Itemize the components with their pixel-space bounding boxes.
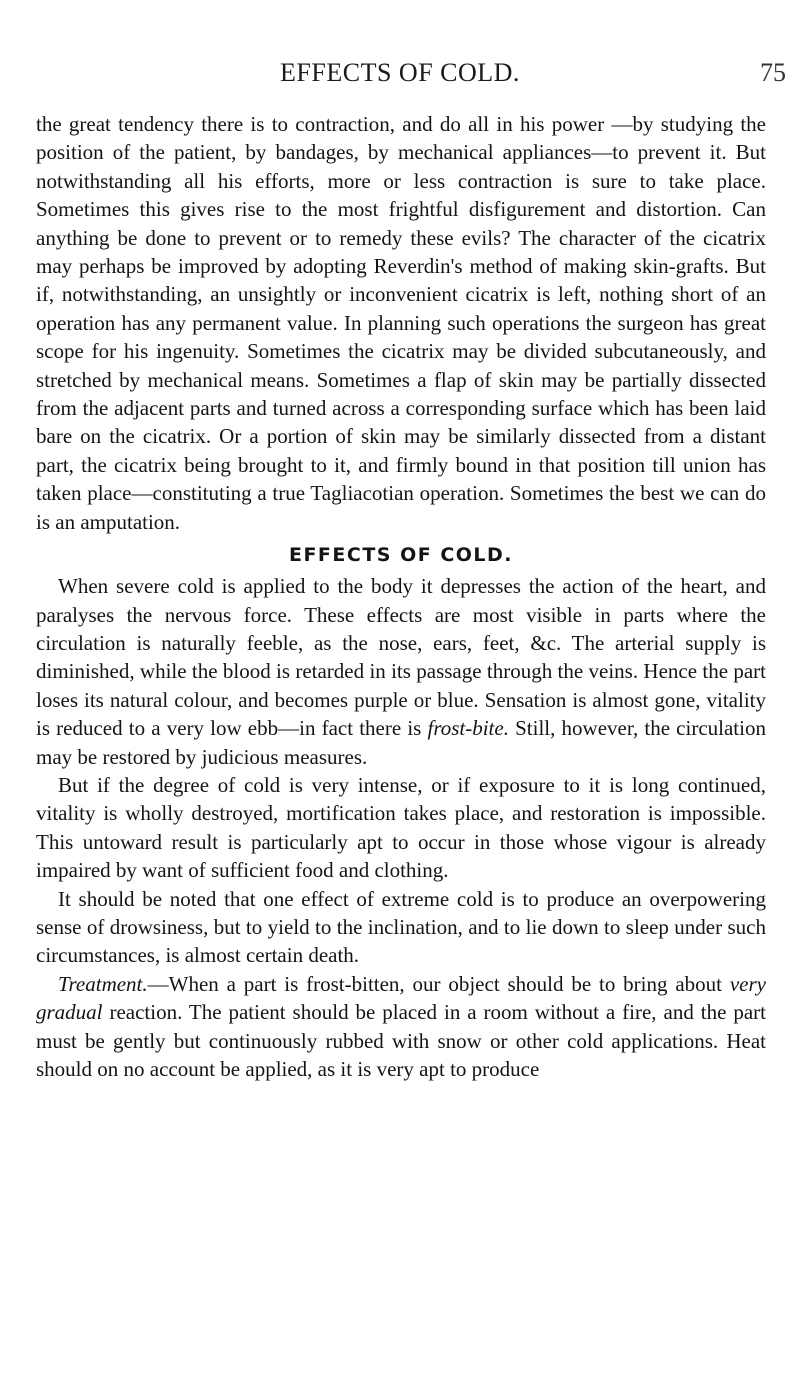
italic-term: very gradual [36, 971, 766, 1025]
treatment-label: Treatment. [58, 971, 148, 996]
page-number: 75 [760, 58, 786, 87]
continuation-paragraph: the great tendency there is to contraction, and do all in his power —by studying the position of the patient, by bandages, by mechanical appliances—to prevent it. But notwithstanding all his efforts, more or less contraction is sure to take place. Sometimes this gives rise to the most frightful disfigurement and distortion. Can anything be done to prevent or to remedy these evils? The character of the cicatrix may perhaps be improved by adopting Reverdin's method of making skin-grafts. But if, notwithstanding, an unsightly or inconvenient cicatrix is left, nothing short of an operation has any permanent value. In planning such operations the surgeon has great scope for his ingenuity. Sometimes the cicatrix may be divided subcutaneously, and stretched by mechanical means. Sometimes a flap of skin may be partially dissected from the adjacent parts and turned across a corresponding surface which has been laid bare on the cicatrix. Or a portion of skin may be similarly dissected from a distant part, the cicatrix being brought to it, and firmly bound in that position till union has taken place—constituting a true Tagliacotian operation. Sometimes the best we can do is an amputation. [36, 112, 766, 534]
paragraph-effects [36, 572, 766, 771]
paragraph-text: reaction. The patient should be placed in a room without a fire, and the part must be gently but continuously rubbed with snow or other cold applications. Heat should on no account be applied, as it is very apt to produce [36, 1000, 766, 1081]
running-header [0, 58, 800, 88]
paragraph-text: Still, however, the circulation may be restored by judicious measures. [36, 716, 766, 769]
paragraph-drowsiness: It should be noted that one effect of extreme cold is to produce an overpowering sense of drowsiness, but to yield to the inclination, and to lie down to sleep under such circumstances, is almost certain death. [36, 886, 766, 968]
running-title: EFFECTS OF COLD. [280, 58, 520, 87]
body-text [36, 110, 766, 1083]
paragraph-mortification: But if the degree of cold is very intense, or if exposure to it is long continued, vitality is wholly destroyed, mortification takes place, and restoration is impossible. This untoward result is particularly apt to occur in those whose vigour is already impaired by want of sufficient food and clothing. [36, 772, 766, 883]
paragraph-treatment [36, 970, 766, 1084]
italic-term: frost-bite. [427, 716, 509, 741]
section-heading: EFFECTS OF COLD. [288, 544, 514, 567]
paragraph-text: When severe cold is applied to the body it depresses the action of the heart, and paralyses the nervous force. These effects are most visible in parts where the circulation is naturally feeble, as the nose, ears, feet, &c. The arterial supply is diminished, while the blood is retarded in its passage through the veins. Hence the part loses its natural colour, and becomes purple or blue. Sensation is almost gone, vitality is reduced to a very low ebb—in fact there is [36, 574, 766, 741]
paragraph-text: —When a part is frost-bitten, our object should be to bring about [147, 971, 730, 996]
